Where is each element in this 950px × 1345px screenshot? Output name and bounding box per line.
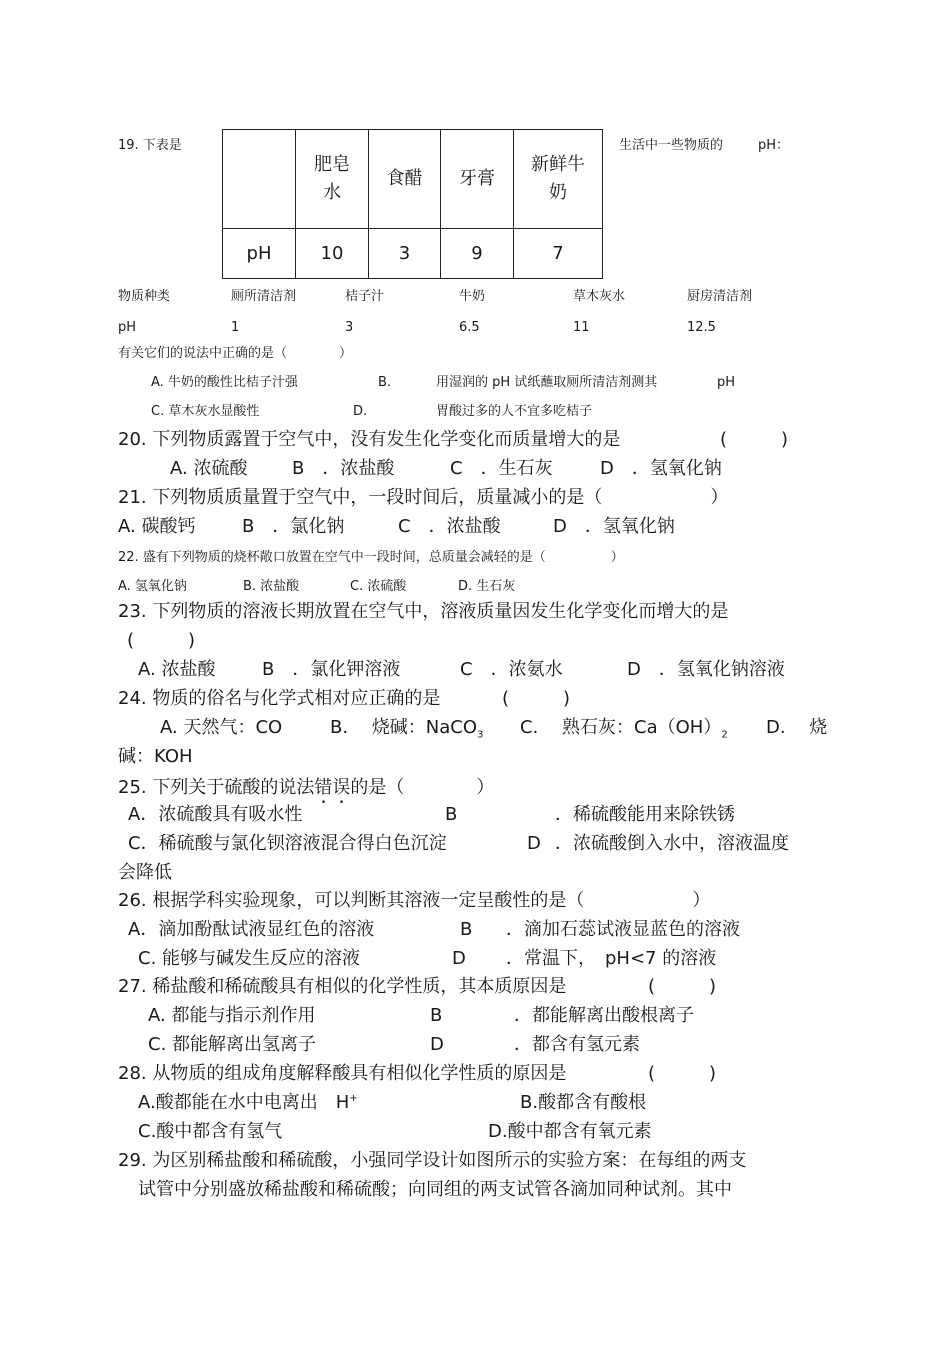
q19-option-b-end: pH xyxy=(717,375,736,390)
q27-stem: 27. 稀盐酸和稀硫酸具有相似的化学性质，其本质原因是 xyxy=(118,976,567,997)
list-ph-value: 6.5 xyxy=(459,320,480,335)
q24-option-d-cont: 碱：KOH xyxy=(118,746,193,767)
list-ph-value: 12.5 xyxy=(687,320,716,335)
table-header-toothpaste: 牙膏 xyxy=(441,130,514,229)
q25-option-a: A．浓硫酸具有吸水性 xyxy=(128,804,303,825)
list-header-item: 桔子汁 xyxy=(345,289,385,304)
q21-option-a: A. 碳酸钙 xyxy=(118,516,196,537)
list-header-label: 物质种类 xyxy=(118,289,171,304)
q21-option-b: B ．氯化钠 xyxy=(242,516,345,537)
q24-option-b: B. 烧碱：NaCO$_3$ xyxy=(330,717,484,741)
table-corner-cell xyxy=(223,130,296,229)
q26-option-d: ．常温下， pH<7 的溶液 xyxy=(506,948,717,969)
list-header-item: 草木灰水 xyxy=(573,289,626,304)
q25-option-d: ．浓硫酸倒入水中，溶液温度 xyxy=(555,833,789,854)
table-cell: 7 xyxy=(514,229,603,279)
q22-option-b: B. 浓盐酸 xyxy=(243,579,300,594)
q26-option-a: A．滴加酚酞试液显红色的溶液 xyxy=(128,919,375,940)
list-ph-value: 1 xyxy=(231,320,240,335)
q23-stem: 23. 下列物质的溶液长期放置在空气中，溶液质量因发生化学变化而增大的是 xyxy=(118,601,729,622)
q19-lead: 19. 下表是 xyxy=(118,138,182,153)
q27-option-c: C. 都能解离出氢离子 xyxy=(148,1034,317,1055)
q25-option-c: C．稀硫酸与氯化钡溶液混合得白色沉淀 xyxy=(128,833,447,854)
q23-option-b: B ．氯化钾溶液 xyxy=(262,659,401,680)
q20-option-b: B ．浓盐酸 xyxy=(292,458,395,479)
q26-stem: 26. 根据学科实验现象，可以判断其溶液一定呈酸性的是（ ） xyxy=(118,890,711,911)
q19-option-d-label: D. xyxy=(353,404,368,419)
q23-option-c: C ．浓氨水 xyxy=(460,659,563,680)
q19-option-c: C. 草木灰水显酸性 xyxy=(151,404,260,419)
q19-option-a: A. 牛奶的酸性比桔子汁强 xyxy=(151,375,298,390)
table-header-milk: 新鲜牛 奶 xyxy=(514,130,603,229)
q20-option-c: C ．生石灰 xyxy=(450,458,553,479)
q26-option-b-label: B xyxy=(460,919,473,940)
q27-option-b-label: B xyxy=(430,1005,443,1026)
q24-stem: 24. 物质的俗名与化学式相对应正确的是 xyxy=(118,688,441,709)
q27-option-a: A. 都能与指示剂作用 xyxy=(148,1005,316,1026)
q25-option-d-label: D xyxy=(527,833,541,854)
q27-paren: ( ) xyxy=(648,976,717,997)
q28-option-a: A.酸都能在水中电离出 H+ xyxy=(138,1092,358,1113)
q20-option-d: D ．氢氧化钠 xyxy=(600,458,722,479)
q24-option-a: A. 天然气：CO xyxy=(160,717,283,738)
q29-line2: 试管中分别盛放稀盐酸和稀硫酸；向同组的两支试管各滴加同种试剂。其中 xyxy=(138,1179,732,1200)
q22-option-c: C. 浓硫酸 xyxy=(350,579,407,594)
emphasis-mark: 错误 xyxy=(314,777,351,798)
q22-stem: 22. 盛有下列物质的烧杯敞口放置在空气中一段时间，总质量会减轻的是（ ） xyxy=(118,550,624,565)
q22-option-d: D. 生石灰 xyxy=(458,579,516,594)
q28-stem: 28. 从物质的组成角度解释酸具有相似化学性质的原因是 xyxy=(118,1063,567,1084)
q19-option-d: 胃酸过多的人不宜多吃桔子 xyxy=(436,404,593,419)
q19-tail: 生活中一些物质的 xyxy=(619,138,724,153)
q19-option-b: 用湿润的 pH 试纸蘸取厕所清洁剂测其 xyxy=(436,375,658,390)
table-cell: 10 xyxy=(296,229,369,279)
ph-table xyxy=(222,129,603,279)
q27-option-d-label: D xyxy=(430,1034,444,1055)
q19-stem: 有关它们的说法中正确的是（ ） xyxy=(118,346,353,361)
q21-stem: 21. 下列物质质量置于空气中，一段时间后，质量减小的是（ ） xyxy=(118,487,729,508)
q27-option-d: ．都含有氢元素 xyxy=(514,1034,640,1055)
q24-option-d: D. 烧 xyxy=(766,717,828,738)
q26-option-d-label: D xyxy=(452,948,466,969)
list-ph-value: 11 xyxy=(573,320,590,335)
q26-option-b: ．滴加石蕊试液显蓝色的溶液 xyxy=(506,919,740,940)
q20-paren: ( ) xyxy=(720,429,789,450)
q21-option-c: C ．浓盐酸 xyxy=(398,516,501,537)
q26-option-c: C. 能够与碱发生反应的溶液 xyxy=(138,948,361,969)
table-header-soap: 肥皂 水 xyxy=(296,130,369,229)
q28-paren: ( ) xyxy=(648,1063,717,1084)
q22-option-a: A. 氢氧化钠 xyxy=(118,579,187,594)
q25-option-d-cont: 会降低 xyxy=(118,862,172,883)
q19-option-b-label: B. xyxy=(378,375,392,390)
q23-option-a: A. 浓盐酸 xyxy=(138,659,216,680)
q28-option-b: B.酸都含有酸根 xyxy=(520,1092,647,1113)
list-ph-value: 3 xyxy=(345,320,354,335)
q24-paren: ( ) xyxy=(502,688,571,709)
q25-option-b-label: B xyxy=(445,804,458,825)
list-ph-label: pH xyxy=(118,320,137,335)
q23-option-d: D ．氢氧化钠溶液 xyxy=(627,659,785,680)
q29-line1: 29. 为区别稀盐酸和稀硫酸，小强同学设计如图所示的实验方案：在每组的两支 xyxy=(118,1150,747,1171)
table-header-vinegar: 食醋 xyxy=(369,130,441,229)
q21-option-d: D ．氢氧化钠 xyxy=(553,516,675,537)
q24-option-c: C. 熟石灰：$Ca(OH)_2$ xyxy=(520,717,728,741)
q25-stem: 25. 下列关于硫酸的说法错误的是（ ） xyxy=(118,777,494,808)
q19-tail-ph: pH： xyxy=(758,138,790,153)
q28-option-d: D.酸中都含有氧元素 xyxy=(488,1121,652,1142)
list-header-item: 厨房清洁剂 xyxy=(687,289,753,304)
list-header-item: 厕所清洁剂 xyxy=(231,289,297,304)
q20-stem: 20. 下列物质露置于空气中，没有发生化学变化而质量增大的是 xyxy=(118,429,621,450)
q23-paren: ( ) xyxy=(127,630,196,651)
table-row-label: pH xyxy=(223,229,296,279)
list-header-item: 牛奶 xyxy=(459,289,486,304)
table-cell: 9 xyxy=(441,229,514,279)
q20-option-a: A. 浓硫酸 xyxy=(170,458,248,479)
q25-option-b: ．稀硫酸能用来除铁锈 xyxy=(555,804,735,825)
q27-option-b: ．都能解离出酸根离子 xyxy=(514,1005,694,1026)
table-cell: 3 xyxy=(369,229,441,279)
q28-option-c: C.酸中都含有氢气 xyxy=(138,1121,283,1142)
